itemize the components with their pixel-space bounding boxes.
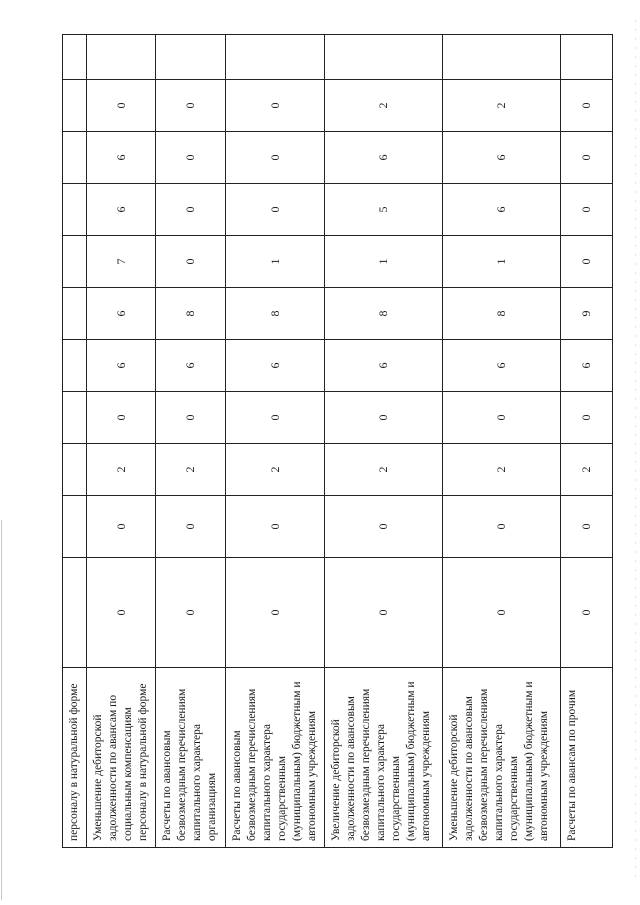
code-digit-cell: 8	[325, 288, 443, 340]
code-digit-cell: 0	[561, 496, 613, 558]
code-digit-cell	[63, 496, 87, 558]
code-digit-cell: 0	[156, 80, 226, 132]
code-digit-cell: 0	[226, 558, 325, 668]
code-digit-cell: 0	[561, 132, 613, 184]
code-digit-cell: 6	[443, 132, 561, 184]
code-digit-cell: 0	[156, 558, 226, 668]
code-digit-cell	[226, 35, 325, 80]
code-digit-cell: 0	[87, 558, 156, 668]
code-digit-cell: 6	[226, 340, 325, 392]
code-digit-cell: 6	[325, 340, 443, 392]
code-digit-cell	[63, 80, 87, 132]
code-digit-cell	[156, 35, 226, 80]
code-digit-cell	[63, 340, 87, 392]
table-row	[325, 35, 443, 848]
binding-edge-mark	[1, 520, 2, 900]
code-digit-cell: 0	[156, 496, 226, 558]
code-digit-cell: 2	[325, 444, 443, 496]
code-digit-cell: 0	[561, 392, 613, 444]
code-digit-cell	[63, 288, 87, 340]
code-digit-cell: 6	[156, 340, 226, 392]
code-digit-cell: 0	[87, 496, 156, 558]
code-digit-cell	[63, 132, 87, 184]
code-digit-cell: 0	[226, 80, 325, 132]
code-digit-cell: 0	[226, 132, 325, 184]
code-digit-cell: 0	[443, 496, 561, 558]
row-name-cell: Увеличение дебиторской задолженности по авансовым безвозмездным перечислениям капитального характера государственным (муниципальным) бюджетным и автономным учреждениям	[325, 668, 443, 848]
code-digit-cell: 0	[561, 184, 613, 236]
code-digit-cell: 8	[156, 288, 226, 340]
code-digit-cell: 6	[87, 288, 156, 340]
table-row	[226, 35, 325, 848]
code-digit-cell: 6	[443, 184, 561, 236]
code-digit-cell: 0	[443, 392, 561, 444]
code-digit-cell: 2	[87, 444, 156, 496]
accounting-table	[62, 34, 613, 848]
code-digit-cell: 0	[561, 558, 613, 668]
code-digit-cell: 6	[443, 340, 561, 392]
code-digit-cell: 0	[156, 236, 226, 288]
code-digit-cell: 0	[226, 184, 325, 236]
code-digit-cell: 2	[325, 80, 443, 132]
code-digit-cell: 0	[226, 496, 325, 558]
code-digit-cell: 6	[87, 340, 156, 392]
code-digit-cell: 0	[561, 80, 613, 132]
rotated-table-container	[62, 63, 593, 848]
table-row	[561, 35, 613, 848]
code-digit-cell: 1	[226, 236, 325, 288]
row-name-cell: Уменьшение дебиторской задолженности по авансам по социальным компенсациям персоналу в натуральной форме	[87, 668, 156, 848]
code-digit-cell: 9	[561, 288, 613, 340]
table-row	[87, 35, 156, 848]
code-digit-cell: 6	[87, 132, 156, 184]
code-digit-cell	[63, 184, 87, 236]
row-name-cell: Расчеты по авансовым безвозмездным перечислениям капитального характера государственным (муниципальным) бюджетным и автономным учреждениям	[226, 668, 325, 848]
code-digit-cell: 0	[87, 80, 156, 132]
row-name-cell: Уменьшение дебиторской задолженности по авансовым безвозмездным перечислениям капитального характера государственным (муниципальным) бюджетным и автономным учреждениям	[443, 668, 561, 848]
table-row	[443, 35, 561, 848]
code-digit-cell: 6	[87, 184, 156, 236]
code-digit-cell: 0	[87, 392, 156, 444]
code-digit-cell: 0	[443, 558, 561, 668]
code-digit-cell	[63, 35, 87, 80]
code-digit-cell: 0	[325, 558, 443, 668]
code-digit-cell	[63, 444, 87, 496]
code-digit-cell: 6	[561, 340, 613, 392]
code-digit-cell: 8	[443, 288, 561, 340]
code-digit-cell	[63, 392, 87, 444]
row-name-cell: персоналу в натуральной форме	[63, 668, 87, 848]
code-digit-cell: 1	[443, 236, 561, 288]
scan-edge-dots	[635, 20, 636, 880]
code-digit-cell: 5	[325, 184, 443, 236]
table-row	[63, 35, 87, 848]
code-digit-cell	[87, 35, 156, 80]
code-digit-cell: 7	[87, 236, 156, 288]
code-digit-cell: 2	[156, 444, 226, 496]
code-digit-cell: 2	[443, 444, 561, 496]
code-digit-cell: 0	[561, 236, 613, 288]
code-digit-cell: 0	[156, 132, 226, 184]
row-name-cell: Расчеты по авансовым безвозмездным перечислениям капитального характера организациям	[156, 668, 226, 848]
table-row	[156, 35, 226, 848]
code-digit-cell: 0	[226, 392, 325, 444]
code-digit-cell: 0	[325, 496, 443, 558]
code-digit-cell: 2	[226, 444, 325, 496]
code-digit-cell	[63, 236, 87, 288]
code-digit-cell	[561, 35, 613, 80]
code-digit-cell	[63, 558, 87, 668]
code-digit-cell: 0	[325, 392, 443, 444]
code-digit-cell	[443, 35, 561, 80]
row-name-cell: Расчеты по авансам по прочим	[561, 668, 613, 848]
code-digit-cell: 2	[561, 444, 613, 496]
code-digit-cell: 6	[325, 132, 443, 184]
code-digit-cell: 2	[443, 80, 561, 132]
code-digit-cell: 8	[226, 288, 325, 340]
code-digit-cell	[325, 35, 443, 80]
code-digit-cell: 0	[156, 392, 226, 444]
code-digit-cell: 1	[325, 236, 443, 288]
table-body	[63, 35, 613, 848]
code-digit-cell: 0	[156, 184, 226, 236]
